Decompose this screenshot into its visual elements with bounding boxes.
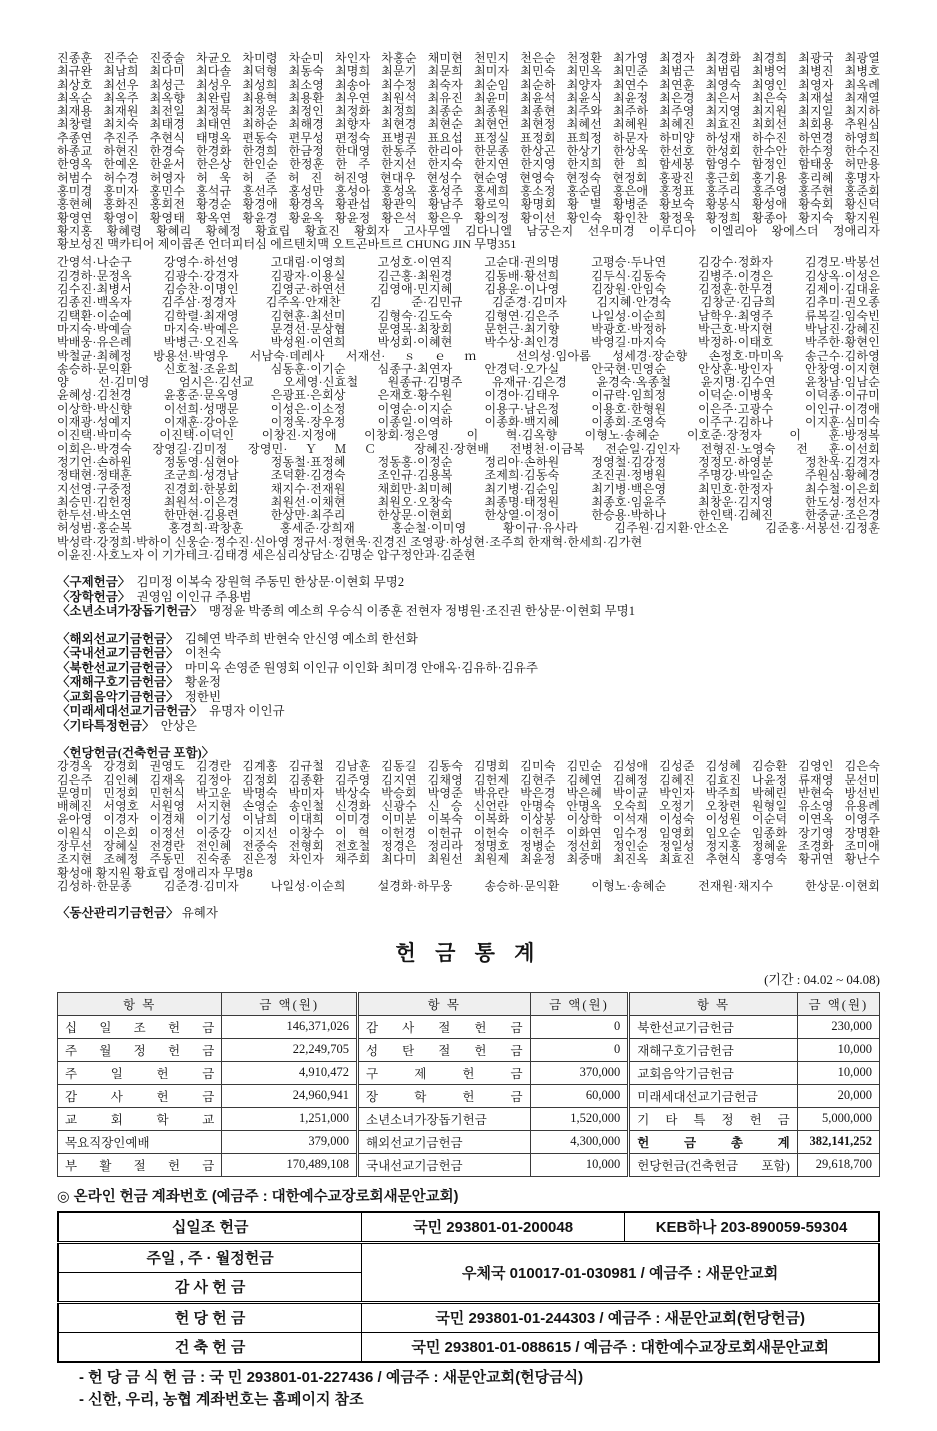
fund-offering-sections-b bbox=[57, 632, 880, 734]
stats-item-cell: 교 회 학 교 bbox=[58, 1107, 222, 1130]
stats-amount-cell: 5,000,000 bbox=[797, 1107, 879, 1130]
dedication-name-line: 배혜진 서영호 서원영 서지현 손영순 송인철 신경화 신광수 신 승 신언란 안명숙 안명옥 오숙희 오정기 오창련 원형일 유소영 유용례 bbox=[57, 799, 880, 814]
special-offering-sections-a bbox=[57, 575, 880, 619]
asset-fund-label: 〈동산관리기금헌금〉 bbox=[57, 906, 179, 921]
stats-amount-cell: 60,000 bbox=[530, 1084, 629, 1107]
dedication-offering-names bbox=[57, 760, 880, 893]
offering-section-line bbox=[57, 661, 880, 676]
stats-item-cell: 헌 금 총 계 bbox=[629, 1130, 798, 1153]
stats-amount-cell: 1,520,000 bbox=[530, 1107, 629, 1130]
stats-amount-cell: 0 bbox=[530, 1038, 629, 1061]
donor-name-line: 최옥순 최옥주 최옥향 최완립 최용혁 최용환 최우연 최원석 최유진 최윤미 최윤석 최윤식 최윤정 최은경 최은서 최은숙 최재설 최재열 bbox=[57, 90, 880, 105]
stats-amount-header: 금 액(원) bbox=[530, 992, 629, 1015]
donor-couple-line: 박철균·최혜정 방용선·박영우 서남숙·데레사 서재선·ｓｅｍ 선의성·임아롬 성세경·장순향 손정호·마미옥 송근수·김하영 bbox=[57, 348, 880, 363]
offering-section-names: 안상은 bbox=[154, 718, 197, 733]
dedication-name-line: 윤아영 이경자 이경채 이기성 이남희 이대희 이미경 이미분 이복숙 이복화 이상봉 이상학 이석재 이성숙 이성원 이순덕 이연옥 이영주 bbox=[57, 812, 880, 827]
stats-amount-cell: 370,000 bbox=[530, 1061, 629, 1084]
donor-name-line: 황보성진 맥카티어 제이콥존 언더피터심 에르텐치맥 오트곤바트르 CHUNG JIN 무명351 bbox=[57, 237, 517, 252]
donor-name-line: 허범수 허수경 허영자 허 욱 허 준 허 진 허진영 현대우 현성수 현순영 현영숙 현정숙 현정회 홍광진 홍근회 홍기용 홍리혜 홍명자 bbox=[57, 170, 880, 185]
donor-name-line: 추종연 추진주 추현식 태명옥 편동숙 편무성 편정숙 표병권 표요섭 표정실 표정회 표희정 하문자 하미양 하성재 하수진 하연경 하영희 bbox=[57, 130, 880, 145]
donor-couple-line: 윤혜성·김천경 윤홍준·문옥영 은광표·은회상 은재호·황수원 이경아·김태우 이규락·임희정 이덕순·이병욱 이덕종·이규미 bbox=[57, 388, 880, 403]
offering-section-line bbox=[57, 704, 880, 719]
donor-couple-line: 이진택·박미숙 이진택·이덕인 이창진·지정애 이창회·정은영 이 혁·김옥향 이형노·송혜순 이호준·장정자 이 훈·방정복 bbox=[57, 428, 880, 443]
stats-amount-cell: 10,000 bbox=[797, 1061, 879, 1084]
tithe-account-number-kb: 국민 293801-01-200048 bbox=[362, 1212, 625, 1243]
stats-item-cell: 소년소녀가장돕기헌금 bbox=[358, 1107, 531, 1130]
donor-couple-line: 이상학·박신향 이선희·성맹문 이성은·이소정 이영순·이지순 이용구·남은정 이용호·한형원 이은주·고광수 이인규·이경애 bbox=[57, 401, 880, 416]
stats-item-cell: 재해구호기금헌금 bbox=[629, 1038, 798, 1061]
account-notes bbox=[57, 1367, 880, 1411]
stats-amount-header: 금 액(원) bbox=[222, 992, 358, 1015]
offering-section-line bbox=[57, 719, 880, 734]
stats-amount-cell: 1,251,000 bbox=[222, 1107, 358, 1130]
donor-couple-line: 마지숙·박예슬 마지숙·박예은 문경선·문상협 문영목·최창회 문헌근·최기향 박광호·박정하 박근호·박지현 박남진·강혜진 bbox=[57, 321, 880, 336]
donor-names-individual-block bbox=[57, 52, 880, 251]
donor-couple-line: 박성락·강정희·박하이 신웅순·정수진·신아영 정규서·정현욱·진경진 조영광·하성현·조주희 한재혁·한세희·김가현 bbox=[57, 534, 643, 549]
stats-amount-cell: 230,000 bbox=[797, 1015, 879, 1038]
offering-section-label: 〈교회음악기금헌금〉 bbox=[57, 689, 179, 704]
donor-names-couples-block bbox=[57, 256, 880, 562]
donor-couple-line: 김수진·최병서 김승찬·이명인 김영군·하연선 김영애·민지혜 김용운·이나영 김장원·안임숙 김정훈·한무경 김제이·김대윤 bbox=[57, 282, 880, 297]
stats-amount-cell: 379,000 bbox=[222, 1130, 358, 1153]
stats-amount-cell: 382,141,252 bbox=[797, 1130, 879, 1153]
offering-section-label: 〈국내선교기금헌금〉 bbox=[57, 646, 179, 661]
account-note-line: - 신한, 우리, 농협 계좌번호는 홈페이지 참조 bbox=[79, 1390, 364, 1408]
building-account-label: 건 축 헌 금 bbox=[58, 1332, 362, 1362]
tithe-account-label: 십일조 헌금 bbox=[58, 1212, 362, 1243]
stats-item-cell: 헌당헌금(건축헌금 포함) bbox=[629, 1153, 798, 1176]
stats-title: 헌 금 통 계 bbox=[395, 940, 542, 965]
stats-amount-cell: 29,618,700 bbox=[797, 1153, 879, 1176]
stats-amount-cell: 24,960,941 bbox=[222, 1084, 358, 1107]
donor-couple-line: 정기언·손하원 정동영·심현아 정동철·표정혜 정동홍·이정순 정리아·손하원 정영철·김강정 정정모·하영분 정찬욱·김경자 bbox=[57, 454, 880, 469]
stats-item-cell: 북한선교기금헌금 bbox=[629, 1015, 798, 1038]
offering-section-label: 〈기타특정헌금〉 bbox=[57, 718, 155, 733]
offering-section-names: 맹정윤 박종희 예소희 우승식 이종훈 전현자 정병원·조진권 한상문·이현회 무명1 bbox=[202, 604, 635, 619]
dedication-offering-block bbox=[57, 746, 880, 893]
donor-name-line: 최규완 최남희 최다미 최다솔 최덕형 최동숙 최명희 최문기 최문희 최미자 최민숙 최민옥 최민준 최범근 최범림 최병억 최병진 최병호 bbox=[57, 64, 880, 79]
donor-couple-line: 간영석·나순구 강영수·하선영 고대림·이영희 고성호·이연직 고순대·권의명 고평승·두나연 김강수·정화자 김경모·박봉선 bbox=[57, 255, 880, 270]
donor-name-line: 최창렬 최치숙 최태경 최태연 최하순 최해경 최향자 최현경 최현순 최현언 최현정 최혜선 최혜원 최혜진 최효진 최회선 최회용 추원심 bbox=[57, 117, 880, 132]
donor-couple-line: 박배웅·유은례 박병근·오진옥 박성원·이연희 박성회·이혜현 박수상·최인경 박영길·마지숙 박정하·이태호 박주한·황현인 bbox=[57, 335, 880, 350]
tithe-account-number-keb: KEB하나 203-890059-59304 bbox=[624, 1212, 879, 1243]
donor-name-line: 황지홍 황혜령 황혜리 황혜정 황효립 황효진 황회자 고사무엘 김다니엘 남궁은지 선우미경 이루디아 이엘리아 왕에스더 정애리자 bbox=[57, 223, 880, 238]
offering-section-names: 이천숙 bbox=[178, 646, 222, 661]
stats-item-cell: 기 타 특 정 헌 금 bbox=[629, 1107, 798, 1130]
stats-amount-cell: 20,000 bbox=[797, 1084, 879, 1107]
donor-couple-line: 송승하·문익환 신호철·조윤희 심동훈·이기순 심종구·최연자 안경덕·오가실 안국현·민영순 안상훈·방인자 안창영·이지현 bbox=[57, 361, 880, 376]
offering-section-line bbox=[57, 590, 880, 605]
dedication-name-line: 문영미 민정회 민헌식 박고운 박명숙 박미자 박상숙 박승회 박영준 박유란 박은경 박은혜 박이균 박인자 박주희 박혜린 반현숙 방선빈 bbox=[57, 785, 880, 800]
dedication-offering-header: 〈헌당헌금(건축헌금 포함)〉 bbox=[57, 746, 215, 761]
offering-section-names: 유명자 이인규 bbox=[202, 704, 285, 719]
stats-item-cell: 장 학 헌 금 bbox=[358, 1084, 531, 1107]
offering-section-label: 〈소년소녀가장돕기헌금〉 bbox=[57, 604, 203, 619]
stats-item-cell: 감 사 헌 금 bbox=[58, 1084, 222, 1107]
donor-couple-line: 김택환·이순예 김학렬·최재영 김현훈·최선미 김형숙·김도숙 김형연·김은주 나일성·이순희 남학우·최영주 류복길·임숙빈 bbox=[57, 308, 880, 323]
offering-section-label: 〈미래세대선교기금헌금〉 bbox=[57, 704, 203, 719]
offering-section-names: 김혜연 박주희 반현숙 안신영 예소희 한선화 bbox=[178, 631, 418, 646]
donor-name-line: 한영옥 한예온 한윤서 한은상 한인순 한정훈 한 주 한지선 한지숙 한지연 한지영 한지희 한 희 함세봉 함영수 함정인 함태웅 허만용 bbox=[57, 157, 880, 172]
donor-couple-line: 김종진·백옥자 김주삼·정경자 김주옥·안재찬 김 준·김민규 김준경·김미자 김지혜·안경숙 김창군·김금희 김추미·권오종 bbox=[57, 295, 880, 310]
offering-section-line bbox=[57, 575, 880, 590]
donor-couple-line: 지선영·구중정 진경회·한봉회 채지수·전재원 채회만·최미혜 최기병·김순임 최기병·백은영 최민호·한정자 최수철·이은회 bbox=[57, 481, 880, 496]
donor-couple-line: 한두선·박소연 한만현·김용련 한상만·최주리 한상문·이현회 한상열·이정이 한승용·박하나 한인택·김혜진 한중균·조은경 bbox=[57, 508, 880, 523]
asset-fund-names: 유혜자 bbox=[181, 906, 218, 921]
stats-item-cell: 부 활 절 헌 금 bbox=[58, 1153, 222, 1176]
offering-section-label: 〈구제헌금〉 bbox=[57, 575, 131, 590]
building-account-number: 국민 293801-01-088615 / 예금주 : 대한예수교장로회새문안교회 bbox=[362, 1332, 879, 1362]
offering-section-line bbox=[57, 675, 880, 690]
stats-amount-cell: 0 bbox=[530, 1015, 629, 1038]
donor-couple-line: 이회은·박경숙 장영길·김미정 장영민·ＹＭＣ 장혜진·장현배 전병천·이금복 전순일·김인자 전형진·노영숙 전 훈·이선회 bbox=[57, 441, 880, 456]
dedication-name-line: 황성애 황지원 황효립 정애리자 무명8 bbox=[57, 865, 253, 880]
dedication-name-line: 이원식 이은회 이정선 이중강 이지선 이창수 이 혁 이헌경 이헌규 이헌숙 이헌주 이화연 임수정 임영회 임오순 임종화 장기영 장명환 bbox=[57, 825, 880, 840]
offering-section-line bbox=[57, 646, 880, 661]
stats-amount-cell: 10,000 bbox=[797, 1038, 879, 1061]
offering-section-label: 〈재해구호기금헌금〉 bbox=[57, 675, 179, 690]
online-account-heading: ◎ 온라인 헌금 계좌번호 (예금주 : 대한예수교장로회새문안교회) bbox=[57, 1188, 459, 1205]
offering-stats-table bbox=[57, 992, 880, 1177]
offering-section-names: 정한빈 bbox=[178, 689, 222, 704]
stats-item-cell: 십 일 조 헌 금 bbox=[58, 1015, 222, 1038]
stats-item-cell: 국내선교기금헌금 bbox=[358, 1153, 531, 1176]
donor-couple-line: 양 선·김미영 엄시은·김선교 오세영·신효철 원종규·김명주 유재규·김은경 윤경숙·옥종철 윤지명·김수연 윤창남·임남순 bbox=[57, 375, 880, 390]
offering-section-names: 황윤정 bbox=[178, 675, 222, 690]
stats-amount-cell: 170,489,108 bbox=[222, 1153, 358, 1176]
postal-account-number: 우체국 010017-01-030981 / 예금주 : 새문안교회 bbox=[362, 1242, 879, 1302]
account-note-line: - 헌 당 금 식 헌 금 : 국 민 293801-01-227436 / 예금주 : 새문안교회(헌당금식) bbox=[79, 1368, 584, 1386]
stats-item-cell: 감 사 절 헌 금 bbox=[358, 1015, 531, 1038]
offering-section-names: 마미옥 손영준 원영회 이인규 이인화 최미경 안애옥·김유하·김유주 bbox=[178, 660, 538, 675]
donor-name-line: 황영연 황영이 황영태 황옥연 황윤경 황윤옥 황윤정 황은석 황은우 황의정 황이선 황인숙 황인찬 황정욱 황정희 황종아 황지숙 황지원 bbox=[57, 210, 880, 225]
dedication-name-line: 김성하·한문종 김준경·김미자 나일성·이순희 설경화·하무웅 송승하·문익환 이형노·송혜순 전재원·채지수 한상문·이현회 bbox=[57, 878, 880, 893]
donor-name-line: 최상호 최선우 최성근 최성우 최성희 최소영 최송아 최수정 최숙자 최순임 최순하 최양자 최연수 최연훈 최영숙 최영인 최영자 최옥례 bbox=[57, 77, 880, 92]
donor-name-line: 홍미경 홍미자 홍민수 홍석규 홍선주 홍성만 홍성아 홍성옥 홍성주 홍세희 홍소정 홍순림 홍은애 홍정표 홍주리 홍주영 홍주현 홍준회 bbox=[57, 183, 880, 198]
offering-section-line bbox=[57, 690, 880, 705]
stats-amount-cell: 10,000 bbox=[530, 1153, 629, 1176]
stats-item-cell: 미래세대선교기금헌금 bbox=[629, 1084, 798, 1107]
thanks-account-label: 감 사 헌 금 bbox=[58, 1272, 362, 1302]
offering-section-line bbox=[57, 632, 880, 647]
offering-section-label: 〈장학헌금〉 bbox=[57, 589, 131, 604]
donor-couple-line: 김경하·문정옥 김광수·강경자 김광자·이용실 김근홍·최원경 김동배·황선희 김두식·김동숙 김병주·이경은 김상옥·이성은 bbox=[57, 268, 880, 283]
dedication-name-line: 조지현 조혜정 주동민 진숙종 진은정 차인자 채주회 최다미 최원선 최원제 최윤정 최중매 최진옥 최효진 추현식 홍영숙 황귀연 황난수 bbox=[57, 852, 880, 867]
offering-section-names: 김미정 이복숙 장원혁 주동민 한상문·이현회 무명2 bbox=[130, 575, 405, 590]
stats-item-cell: 성 탄 절 헌 금 bbox=[358, 1038, 531, 1061]
weekly-account-label: 주일 , 주 · 월정헌금 bbox=[58, 1242, 362, 1272]
dedication-name-line: 강경옥 강경회 권영도 김경란 김계홍 김규철 김남훈 김동길 김동숙 김명회 김미숙 김민순 김성애 김성준 김성혜 김승환 김영인 김은숙 bbox=[57, 759, 880, 774]
stats-item-cell: 목요직장인예배 bbox=[58, 1130, 222, 1153]
stats-item-cell: 교회음악기금헌금 bbox=[629, 1061, 798, 1084]
offering-section-label: 〈북한선교기금헌금〉 bbox=[57, 660, 179, 675]
stats-item-cell: 주 일 헌 금 bbox=[58, 1061, 222, 1084]
stats-item-header: 항 목 bbox=[629, 992, 798, 1015]
donor-name-line: 최재용 최재원 최전일 최정묵 최정운 최정인 최정화 최정희 최종순 최종원 최종현 최주와 최주하 최주영 최지영 최지원 최지일 최지하 bbox=[57, 104, 880, 119]
stats-item-cell: 주 월 정 헌 금 bbox=[58, 1038, 222, 1061]
donor-name-line: 홍현혜 홍화진 홍회전 황경순 황경애 황경옥 황관섭 황관익 황남주 황로익 황명회 황 별 황병준 황보숙 황봉식 황성애 황숙회 황신덕 bbox=[57, 197, 880, 212]
dedication-name-line: 장무선 장혜실 전경란 전인혜 전중숙 전형회 전호철 정경은 정리라 정명호 정병순 정선회 정인순 정일성 정지홍 정혜윤 조경화 조미애 bbox=[57, 839, 880, 854]
dedication-account-label: 헌 당 헌 금 bbox=[58, 1302, 362, 1332]
offering-section-line bbox=[57, 604, 880, 619]
donor-couple-line: 최승민·김헌정 최원석·이은경 최원선·이채현 최원오·오창숙 최종명·태정원 최종호·임윤주 최창운·김지영 한도성·정선자 bbox=[57, 494, 880, 509]
stats-amount-cell: 4,300,000 bbox=[530, 1130, 629, 1153]
stats-amount-cell: 22,249,705 bbox=[222, 1038, 358, 1061]
offering-section-label: 〈해외선교기금헌금〉 bbox=[57, 631, 179, 646]
donor-couple-line: 이윤진·사호노자 이 기가테크·김태경 세은심리상담소·김명순 압구정안과·김준현 bbox=[57, 547, 476, 562]
donor-couple-line: 이재광·성예지 이재훈·강아운 이정욱·장우정 이종일·이역하 이종화·백지혜 이종회·조영숙 이주구·김하나 이지훈·심미숙 bbox=[57, 415, 880, 430]
donor-couple-line: 허성범·홍순복 홍경희·곽창훈 홍세준·강희재 홍순철·이미영 황이규·유사라 김주원·김지환·안소온 김준홍·서봉선·김정훈 bbox=[57, 521, 880, 536]
stats-item-cell: 구 제 헌 금 bbox=[358, 1061, 531, 1084]
stats-item-cell: 해외선교기금헌금 bbox=[358, 1130, 531, 1153]
stats-amount-cell: 146,371,026 bbox=[222, 1015, 358, 1038]
asset-fund-section bbox=[57, 906, 880, 921]
offering-section-names: 권영임 이인규 주용범 bbox=[130, 589, 252, 604]
dedication-account-number: 국민 293801-01-244303 / 예금주 : 새문안교회(헌당헌금) bbox=[362, 1302, 879, 1332]
donor-name-line: 하종교 하현진 한경숙 한경화 한경희 한금정 한대영 한동주 한리아 한문종 한상곤 한상기 한상욱 한선호 한성회 한수안 한수정 한수진 bbox=[57, 144, 880, 159]
stats-period: (기간 : 04.02 ~ 04.08) bbox=[764, 971, 880, 987]
stats-amount-header: 금 액(원) bbox=[797, 992, 879, 1015]
stats-item-header: 항 목 bbox=[58, 992, 222, 1015]
donor-name-line: 진종훈 진주순 진중술 차균오 차미령 차순미 차인자 차홍순 채미현 천민지 천은순 천정환 최가영 최경자 최경화 최경희 최광국 최광열 bbox=[57, 51, 880, 65]
dedication-name-line: 김은주 김인혜 김재옥 김정아 김정회 김종환 김주영 김지연 김채영 김헌제 김현주 김혜연 김혜정 김혜진 김효진 나윤정 류재영 문선미 bbox=[57, 772, 880, 787]
donor-couple-line: 정태현·정태훈 조군희·성경남 조덕환·김경숙 조인규·김용복 조제희·김동숙 조진권·정병원 주명강·박일순 주원심·황혜경 bbox=[57, 468, 880, 483]
stats-item-header: 항 목 bbox=[358, 992, 531, 1015]
online-account-table bbox=[57, 1211, 880, 1363]
stats-amount-cell: 4,910,472 bbox=[222, 1061, 358, 1084]
